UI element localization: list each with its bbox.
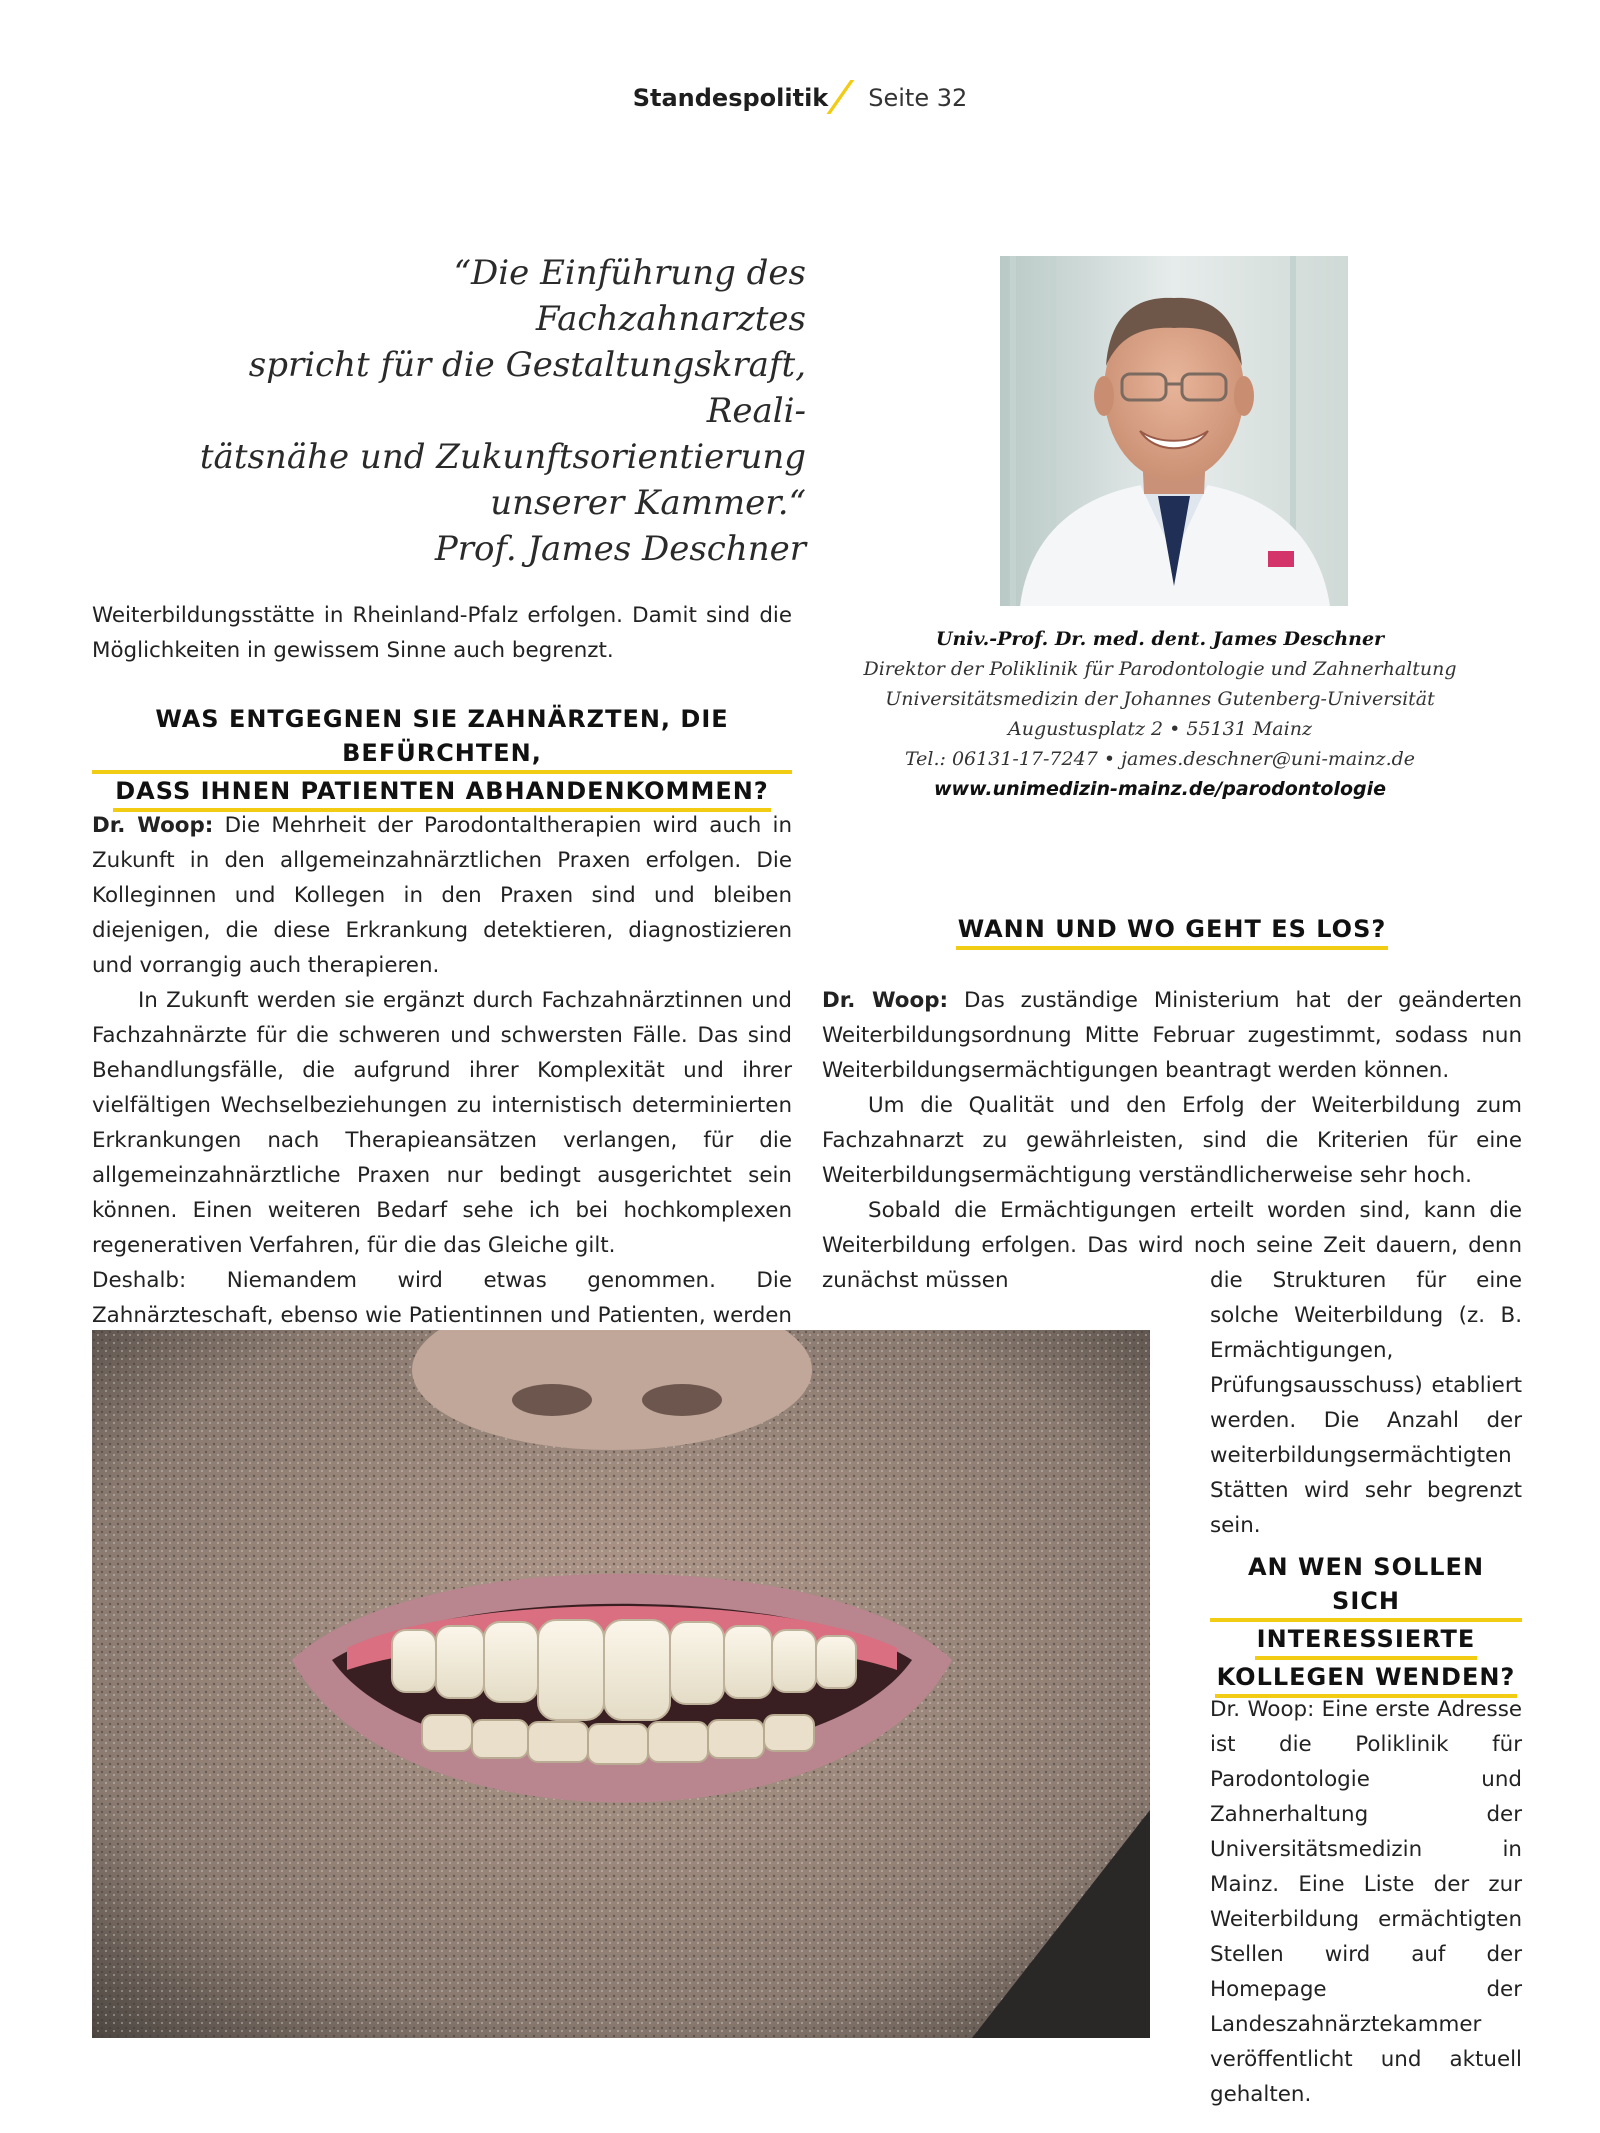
portrait-photo xyxy=(1000,256,1348,606)
mouth-illustration xyxy=(92,1330,1150,2038)
portrait-caption xyxy=(850,624,1470,804)
body-paragraph xyxy=(92,808,792,983)
body-paragraph: In Zukunft werden sie ergänzt durch Fachzahnärztinnen und Fachzahnärzte für die schweren und schwersten Fälle. Das sind Behandlungsfälle, die aufgrund ihrer Komplexität und ihrer vielfältigen Wechselbeziehungen zu internistisch determinierten Erkrankungen nach Therapieansätzen verlangen, für die allgemeinzahnärztliche Praxen nur bedingt ausgerichtet sein können. Einen weiteren Bedarf sehe ich bei hochkomplexen regenerativen Verfahren, für die das Gleiche gilt. xyxy=(92,988,792,1258)
section-title: Standespolitik xyxy=(632,84,829,112)
paragraph-text: Eine erste Adresse ist die Poliklinik für Parodontologie und Zahnerhaltung der Universitätsmedizin in Mainz. Eine Liste der zur Weiterbildung ermächtigten Stellen wird auf der Homepage der Landeszahnärztekammer veröffentlicht und aktuell gehalten. xyxy=(1210,1697,1522,2107)
paragraph-text: Die Mehrheit der Parodontaltherapien wird auch in Zukunft in den allgemeinzahnärztlichen Praxen erfolgen. Die Kolleginnen und Kollegen in den Praxen sind und bleiben diejenigen, die diese Erkrankung detektieren, diagnostizieren und vorrangig auch therapieren. xyxy=(92,813,793,978)
caption-name: Univ.-Prof. Dr. med. dent. James Deschner xyxy=(935,628,1385,650)
quote-attribution: Prof. James Deschner xyxy=(434,529,806,569)
right-heading xyxy=(822,912,1522,950)
body-paragraph xyxy=(822,983,1522,1088)
left-body xyxy=(92,808,792,1368)
quote-line: tätsnähe und Zukunftsorientierung xyxy=(199,437,806,477)
heading-line: KOLLEGEN WENDEN? xyxy=(1215,1660,1518,1698)
right-narrow-body-2 xyxy=(1210,1692,1522,2112)
heading-line: WAS ENTGEGNEN SIE ZAHNÄRZTEN, DIE BEFÜRCHTEN, xyxy=(92,702,792,774)
caption-role: Direktor der Poliklinik für Parodontologie und Zahnerhaltung xyxy=(863,658,1457,680)
paragraph-text: Das zuständige Ministerium hat der geänderten Weiterbildungsordnung Mitte Februar zugestimmt, sodass nun Weiterbildungsermächtigungen beantragt werden können. xyxy=(822,988,1523,1083)
caption-institution: Universitätsmedizin der Johannes Gutenberg-Universität xyxy=(885,688,1435,710)
running-header xyxy=(0,72,1600,113)
mouth-photo xyxy=(92,1330,1150,2038)
body-paragraph xyxy=(1210,1692,1522,2112)
caption-contact: Tel.: 06131-17-7247 • james.deschner@uni-mainz.de xyxy=(904,748,1416,770)
quote-line: unserer Kammer.“ xyxy=(490,483,806,523)
heading-line: DASS IHNEN PATIENTEN ABHANDENKOMMEN? xyxy=(113,774,770,812)
intro-paragraph: Weiterbildungsstätte in Rheinland-Pfalz erfolgen. Damit sind die Möglichkeiten in gewissem Sinne auch begrenzt. xyxy=(92,603,792,663)
caption-address: Augustusplatz 2 • 55131 Mainz xyxy=(1008,718,1312,740)
speaker-label: Dr. Woop: xyxy=(92,813,214,838)
left-heading xyxy=(92,702,792,812)
portrait-illustration xyxy=(1000,256,1348,606)
header-slash-divider xyxy=(827,80,855,114)
right-narrow-body xyxy=(1210,1263,1522,1543)
caption-website: www.unimedizin-mainz.de/parodontologie xyxy=(933,778,1387,800)
right-heading-2 xyxy=(1210,1550,1522,1698)
heading-line: WANN UND WO GEHT ES LOS? xyxy=(956,912,1389,950)
body-paragraph: Deshalb: Niemandem wird etwas genommen. Die Zahnärzteschaft, ebenso wie Patientinnen und Patienten, werden xyxy=(92,1268,792,1328)
body-paragraph: Um die Qualität und den Erfolg der Weiterbildung zum Fachzahnarzt zu gewährleisten, sind die Kriterien für eine Weiterbildungsermächtigung verständlicherweise sehr hoch. xyxy=(822,1093,1522,1188)
left-intro xyxy=(92,598,792,668)
quote-line: “Die Einführung des Fachzahnarztes xyxy=(453,253,806,339)
quote-line: spricht für die Gestaltungskraft, Reali- xyxy=(248,345,806,431)
speaker-label: Dr. Woop: xyxy=(1210,1697,1315,1722)
heading-line: INTERESSIERTE xyxy=(1255,1622,1478,1660)
speaker-label: Dr. Woop: xyxy=(822,988,949,1013)
heading-line: AN WEN SOLLEN SICH xyxy=(1210,1550,1522,1622)
pull-quote xyxy=(180,250,806,572)
right-body xyxy=(822,983,1522,1298)
body-paragraph: die Strukturen für eine solche Weiterbildung (z. B. Ermächtigungen, Prüfungsausschuss) etabliert werden. Die Anzahl der weiterbildungsermächtigten Stätten wird sehr begrenzt sein. xyxy=(1210,1268,1522,1538)
body-paragraph: Sobald die Ermächtigungen erteilt worden sind, kann die Weiterbildung erfolgen. Das wird noch seine Zeit dauern, denn zunächst müssen xyxy=(822,1198,1522,1293)
page-number: Seite 32 xyxy=(868,84,968,112)
